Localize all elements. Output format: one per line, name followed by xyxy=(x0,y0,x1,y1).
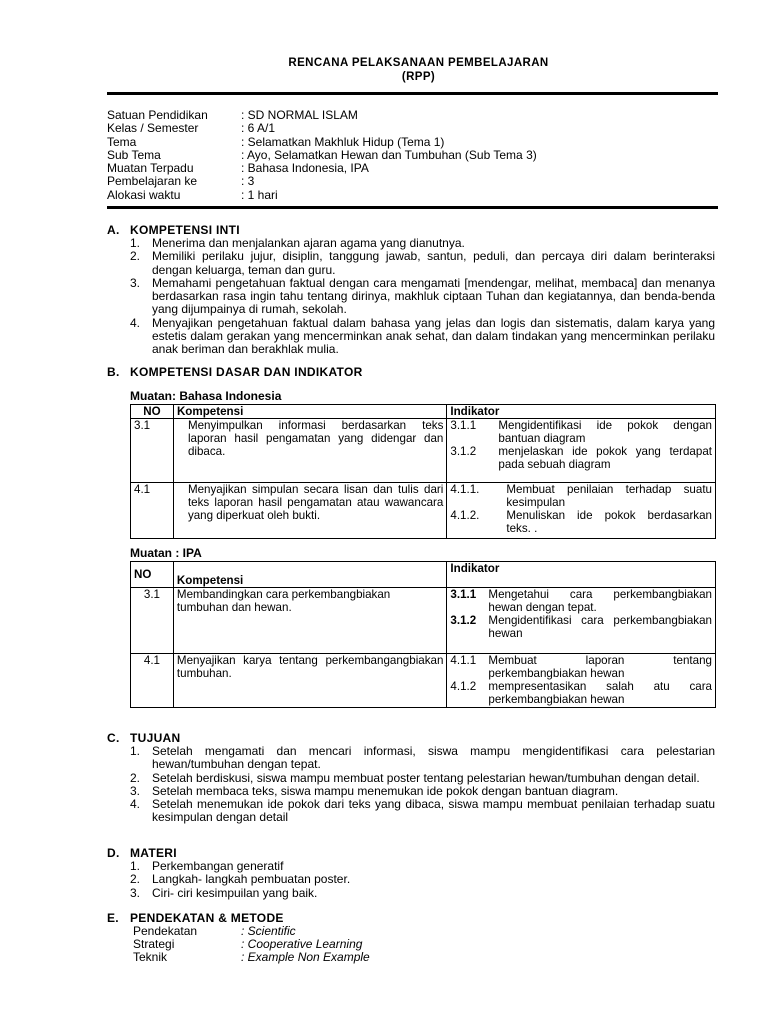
identity-divider xyxy=(107,206,718,209)
list-item xyxy=(130,250,715,277)
section-b-heading xyxy=(107,366,363,379)
cell-no: 3.1 xyxy=(131,588,174,654)
identity-label: Kelas / Semester xyxy=(107,121,199,136)
list-item xyxy=(130,798,715,825)
indikator-code: 3.1.1 xyxy=(450,588,477,601)
identity-row xyxy=(107,149,537,162)
list-text: Setelah menemukan ide pokok dari teks yang dibaca, siswa mampu membuat penilaian terhadap suatu kesimpulan dengan detail xyxy=(152,797,715,825)
list-item xyxy=(130,237,715,250)
pm-value: : Scientific xyxy=(241,924,296,938)
indikator-item xyxy=(450,419,712,445)
pm-value: : Cooperative Learning xyxy=(241,937,363,951)
list-text: Langkah- langkah pembuatan poster. xyxy=(152,872,351,887)
indikator-text: mempresentasikan salah atu cara perkembangbiakan hewan xyxy=(488,680,712,706)
section-title: TUJUAN xyxy=(130,731,181,745)
identity-value: : 6 A/1 xyxy=(241,121,276,136)
table-caption-bahasa: Muatan: Bahasa Indonesia xyxy=(130,389,282,403)
cell-no: 3.1 xyxy=(131,419,174,483)
cell-indikator xyxy=(447,588,716,654)
indikator-code: 3.1.2 xyxy=(450,445,477,458)
list-number: 4. xyxy=(130,315,141,330)
cell-kompetensi: Menyimpulkan informasi berdasarkan teks laporan hasil pengamatan yang didengar dan dibaca. xyxy=(173,419,446,483)
identity-label: Satuan Pendidikan xyxy=(107,108,208,122)
list-text: Setelah berdiskusi, siswa mampu membuat poster tentang pelestarian hewan/tumbuhan dengan detail. xyxy=(152,770,700,785)
indikator-code: 4.1.2 xyxy=(450,680,477,693)
table-row xyxy=(131,483,716,539)
list-number: 1. xyxy=(130,859,141,873)
header-kompetensi: Kompetensi xyxy=(173,562,446,588)
indikator-code: 3.1.1 xyxy=(450,419,477,432)
section-letter: B. xyxy=(107,365,120,379)
header-no: NO xyxy=(131,405,174,419)
list-text: Menyajikan pengetahuan faktual dalam bahasa yang jelas dan logis dan sistematis, dalam karya yang estetis dalam gerakan yang mencerminkan anak sehat, dan dalam tindakan yang mencerminkan perilaku anak beriman dan berakhlak mulia. xyxy=(152,315,715,357)
cell-no: 4.1 xyxy=(131,654,174,708)
list-number: 3. xyxy=(130,783,141,798)
list-number: 3. xyxy=(130,275,141,290)
section-title: KOMPETENSI INTI xyxy=(130,223,240,237)
table-header-row xyxy=(131,405,716,419)
list-number: 1. xyxy=(130,236,141,250)
header-indikator: Indikator xyxy=(447,562,716,588)
section-letter: C. xyxy=(107,731,120,745)
list-text: Ciri- ciri kesimpuilan yang baik. xyxy=(152,885,318,900)
list-text: Memahami pengetahuan faktual dengan cara mengamati [mendengar, melihat, membaca] dan menanya berdasarkan rasa ingin tahu tentang dirinya, makhluk ciptaan Tuhan dan kegiatannya, dan benda-benda yang dijumpainya di rumah, sekolah. xyxy=(152,275,715,317)
identity-value: : Selamatkan Makhluk Hidup (Tema 1) xyxy=(241,134,445,149)
identity-label: Sub Tema xyxy=(107,147,161,162)
list-number: 4. xyxy=(130,797,141,812)
pm-value: : Example Non Example xyxy=(241,950,370,964)
materi-list xyxy=(130,860,715,900)
pm-label: Teknik xyxy=(133,950,168,964)
kompetensi-inti-list xyxy=(130,237,715,357)
indikator-text: Mengidentifikasi ide pokok dengan bantuan diagram xyxy=(498,419,712,445)
identity-row xyxy=(107,189,537,202)
identity-label: Tema xyxy=(107,134,137,149)
identity-value: : 3 xyxy=(241,174,255,189)
indikator-item xyxy=(450,680,712,706)
document-title: RENCANA PELAKSANAAN PEMBELAJARAN xyxy=(288,57,549,69)
header-no: NO xyxy=(131,562,174,588)
indikator-text: Menuliskan ide pokok berdasarkan teks. . xyxy=(506,509,712,535)
list-number: 2. xyxy=(130,872,141,887)
section-letter: A. xyxy=(107,223,120,237)
indikator-code: 4.1.2. xyxy=(450,509,480,522)
list-number: 1. xyxy=(130,744,141,758)
list-item xyxy=(130,317,715,357)
indikator-text: Membuat laporan tentang perkembangbiakan hewan xyxy=(488,654,712,680)
cell-indikator xyxy=(447,483,716,539)
list-item xyxy=(130,745,715,772)
identity-label: Pembelajaran ke xyxy=(107,174,198,189)
document-subtitle: (RPP) xyxy=(401,71,436,83)
identity-label: Muatan Terpadu xyxy=(107,161,194,176)
identity-row xyxy=(107,162,537,175)
indikator-code: 4.1.1 xyxy=(450,654,477,667)
indikator-text: menjelaskan ide pokok yang terdapat pada sebuah diagram xyxy=(498,445,712,471)
pm-label: Pendekatan xyxy=(133,924,198,938)
indikator-text: Membuat penilaian terhadap suatu kesimpulan xyxy=(506,483,712,509)
indikator-item xyxy=(450,509,712,535)
indikator-item xyxy=(450,614,712,640)
identity-value: : SD NORMAL ISLAM xyxy=(241,108,358,122)
identity-value: : Bahasa Indonesia, IPA xyxy=(241,161,369,176)
pm-label: Strategi xyxy=(133,937,175,951)
table-row xyxy=(131,654,716,708)
list-item xyxy=(130,772,715,785)
identity-row xyxy=(107,175,537,188)
list-number: 2. xyxy=(130,249,141,264)
cell-indikator xyxy=(447,654,716,708)
indikator-item xyxy=(450,654,712,680)
indikator-item xyxy=(450,483,712,509)
header-kompetensi: Kompetensi xyxy=(173,405,446,419)
list-number: 3. xyxy=(130,885,141,900)
list-text: Setelah mengamati dan mencari informasi, siswa mampu mengidentifikasi cara pelestarian hewan/tumbuhan dengan tepat. xyxy=(152,744,715,772)
table-caption-ipa: Muatan : IPA xyxy=(130,546,202,560)
kompetensi-text: Menyajikan karya tentang perkembangangbiakan tumbuhan. xyxy=(176,654,444,680)
list-item xyxy=(130,873,715,886)
tujuan-list xyxy=(130,745,715,825)
cell-kompetensi: Membandingkan cara perkembangbiakan tumbuhan dan hewan. xyxy=(173,588,446,654)
indikator-item xyxy=(450,588,712,614)
list-text: Perkembangan generatif xyxy=(152,859,284,873)
section-letter: E. xyxy=(107,911,119,925)
list-item xyxy=(130,860,715,873)
list-text: Setelah membaca teks, siswa mampu menemukan ide pokok dengan bantuan diagram. xyxy=(152,783,619,798)
kd-table-ipa xyxy=(130,561,716,708)
cell-no: 4.1 xyxy=(131,483,174,539)
section-letter: D. xyxy=(107,846,120,860)
identity-value: : Ayo, Selamatkan Hewan dan Tumbuhan (Sub Tema 3) xyxy=(241,147,537,162)
list-item xyxy=(130,277,715,317)
indikator-text: Mengidentifikasi cara perkembangbiakan hewan xyxy=(488,614,712,640)
section-title: PENDEKATAN & METODE xyxy=(130,911,284,925)
table-header-row xyxy=(131,562,716,588)
table-row xyxy=(131,588,716,654)
cell-kompetensi xyxy=(173,654,446,708)
list-item xyxy=(130,887,715,900)
indikator-code: 3.1.2 xyxy=(450,614,477,627)
table-row xyxy=(131,419,716,483)
cell-kompetensi: Menyajikan simpulan secara lisan dan tulis dari teks laporan hasil pengamatan atau wawancara yang diperkuat oleh bukti. xyxy=(173,483,446,539)
list-text: Menerima dan menjalankan ajaran agama yang dianutnya. xyxy=(152,236,465,250)
top-divider xyxy=(107,92,718,95)
teknik-row xyxy=(133,951,370,964)
identity-row xyxy=(107,109,537,122)
indikator-item xyxy=(450,445,712,471)
header-indikator: Indikator xyxy=(447,405,716,419)
cell-indikator xyxy=(447,419,716,483)
section-title: MATERI xyxy=(130,846,177,860)
identity-block xyxy=(107,109,537,202)
identity-label: Alokasi waktu xyxy=(107,187,181,202)
list-text: Memiliki perilaku jujur, disiplin, tanggung jawab, santun, peduli, dan percaya diri dalam berinteraksi dengan keluarga, teman dan guru. xyxy=(152,249,715,277)
indikator-code: 4.1.1. xyxy=(450,483,480,496)
kd-table-bahasa-indonesia xyxy=(130,404,716,539)
identity-value: : 1 hari xyxy=(241,187,278,202)
identity-row xyxy=(107,122,537,135)
list-number: 2. xyxy=(130,770,141,785)
indikator-text: Mengetahui cara perkembangbiakan hewan dengan tepat. xyxy=(488,588,712,614)
list-item xyxy=(130,785,715,798)
identity-row xyxy=(107,136,537,149)
section-title: KOMPETENSI DASAR DAN INDIKATOR xyxy=(130,365,363,379)
